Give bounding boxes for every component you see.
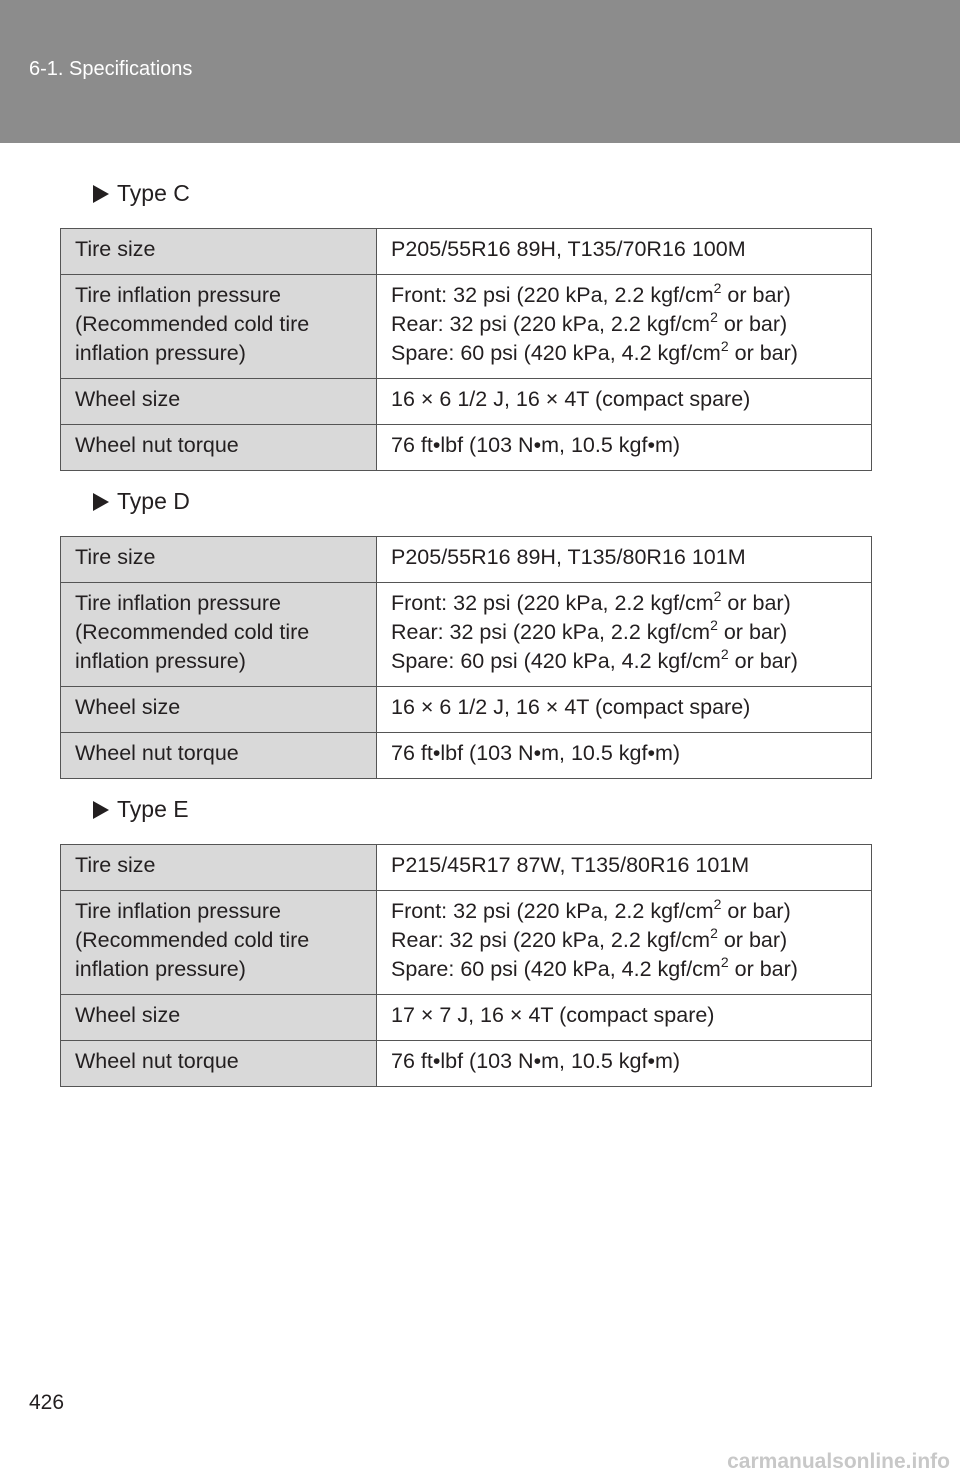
inflation-label <box>61 891 377 995</box>
table-row-tire-size <box>61 229 872 275</box>
wheel-size-value: 16 × 6 1/2 J, 16 × 4T (compact spare) <box>377 687 872 733</box>
spec-table-type-c <box>60 228 872 471</box>
table-row-nut-torque <box>61 733 872 779</box>
inflation-value <box>377 891 872 995</box>
nut-torque-label: Wheel nut torque <box>61 733 377 779</box>
spec-table-type-e <box>60 844 872 1087</box>
tire-size-label: Tire size <box>61 229 377 275</box>
tire-size-label: Tire size <box>61 537 377 583</box>
nut-torque-label: Wheel nut torque <box>61 1041 377 1087</box>
wheel-size-value: 16 × 6 1/2 J, 16 × 4T (compact spare) <box>377 379 872 425</box>
inflation-label-line: Tire inflation pressure <box>75 899 281 923</box>
triangle-bullet-icon <box>93 493 109 511</box>
wheel-size-value: 17 × 7 J, 16 × 4T (compact spare) <box>377 995 872 1041</box>
nut-torque-label: Wheel nut torque <box>61 425 377 471</box>
section-label: Type E <box>117 796 189 822</box>
nut-torque-value: 76 ft•lbf (103 N•m, 10.5 kgf•m) <box>377 1041 872 1087</box>
tire-size-value: P205/55R16 89H, T135/80R16 101M <box>377 537 872 583</box>
page-number: 426 <box>29 1391 65 1414</box>
rear-pressure: Rear: 32 psi (220 kPa, 2.2 kgf/$cm^2$ or bar) <box>391 309 788 336</box>
inflation-label-line: inflation pressure) <box>75 649 246 673</box>
wheel-size-label: Wheel size <box>61 995 377 1041</box>
spare-pressure: Spare: 60 psi (420 kPa, 4.2 kgf/$cm^2$ or bar) <box>391 338 798 365</box>
nut-torque-value: 76 ft•lbf (103 N•m, 10.5 kgf•m) <box>377 425 872 471</box>
front-pressure: Front: 32 psi (220 kPa, 2.2 kgf/$cm^2$ or bar) <box>391 280 791 307</box>
rear-pressure: Rear: 32 psi (220 kPa, 2.2 kgf/$cm^2$ or bar) <box>391 617 788 644</box>
spec-table-type-d <box>60 536 872 779</box>
inflation-label-line: inflation pressure) <box>75 341 246 365</box>
nut-torque-value: 76 ft•lbf (103 N•m, 10.5 kgf•m) <box>377 733 872 779</box>
spare-pressure: Spare: 60 psi (420 kPa, 4.2 kgf/$cm^2$ or bar) <box>391 646 798 673</box>
triangle-bullet-icon <box>93 185 109 203</box>
section-heading-type-c <box>93 180 190 207</box>
spare-pressure: Spare: 60 psi (420 kPa, 4.2 kgf/$cm^2$ or bar) <box>391 954 798 981</box>
inflation-value <box>377 275 872 379</box>
inflation-value <box>377 583 872 687</box>
inflation-label <box>61 275 377 379</box>
inflation-label-line: Tire inflation pressure <box>75 591 281 615</box>
table-row-tire-size <box>61 537 872 583</box>
inflation-label-line: (Recommended cold tire <box>75 620 310 644</box>
table-row-wheel-size <box>61 687 872 733</box>
table-row-wheel-size <box>61 995 872 1041</box>
rear-pressure: Rear: 32 psi (220 kPa, 2.2 kgf/$cm^2$ or bar) <box>391 925 788 952</box>
inflation-label <box>61 583 377 687</box>
inflation-label-line: (Recommended cold tire <box>75 928 310 952</box>
table-row-inflation <box>61 891 872 995</box>
front-pressure: Front: 32 psi (220 kPa, 2.2 kgf/$cm^2$ or bar) <box>391 588 791 615</box>
table-row-inflation <box>61 275 872 379</box>
section-label: Type C <box>117 180 190 206</box>
page-header <box>0 0 960 143</box>
section-label: Type D <box>117 488 190 514</box>
section-heading-type-d <box>93 488 190 515</box>
table-row-nut-torque <box>61 1041 872 1087</box>
header-title: 6-1. Specifications <box>29 58 193 80</box>
inflation-label-line: Tire inflation pressure <box>75 283 281 307</box>
wheel-size-label: Wheel size <box>61 687 377 733</box>
tire-size-value: P205/55R16 89H, T135/70R16 100M <box>377 229 872 275</box>
table-row-tire-size <box>61 845 872 891</box>
triangle-bullet-icon <box>93 801 109 819</box>
watermark: carmanualsonline.info <box>727 1450 950 1473</box>
tire-size-value: P215/45R17 87W, T135/80R16 101M <box>377 845 872 891</box>
table-row-inflation <box>61 583 872 687</box>
table-row-nut-torque <box>61 425 872 471</box>
wheel-size-label: Wheel size <box>61 379 377 425</box>
table-row-wheel-size <box>61 379 872 425</box>
inflation-label-line: (Recommended cold tire <box>75 312 310 336</box>
tire-size-label: Tire size <box>61 845 377 891</box>
inflation-label-line: inflation pressure) <box>75 957 246 981</box>
section-heading-type-e <box>93 796 189 823</box>
front-pressure: Front: 32 psi (220 kPa, 2.2 kgf/$cm^2$ or bar) <box>391 896 791 923</box>
